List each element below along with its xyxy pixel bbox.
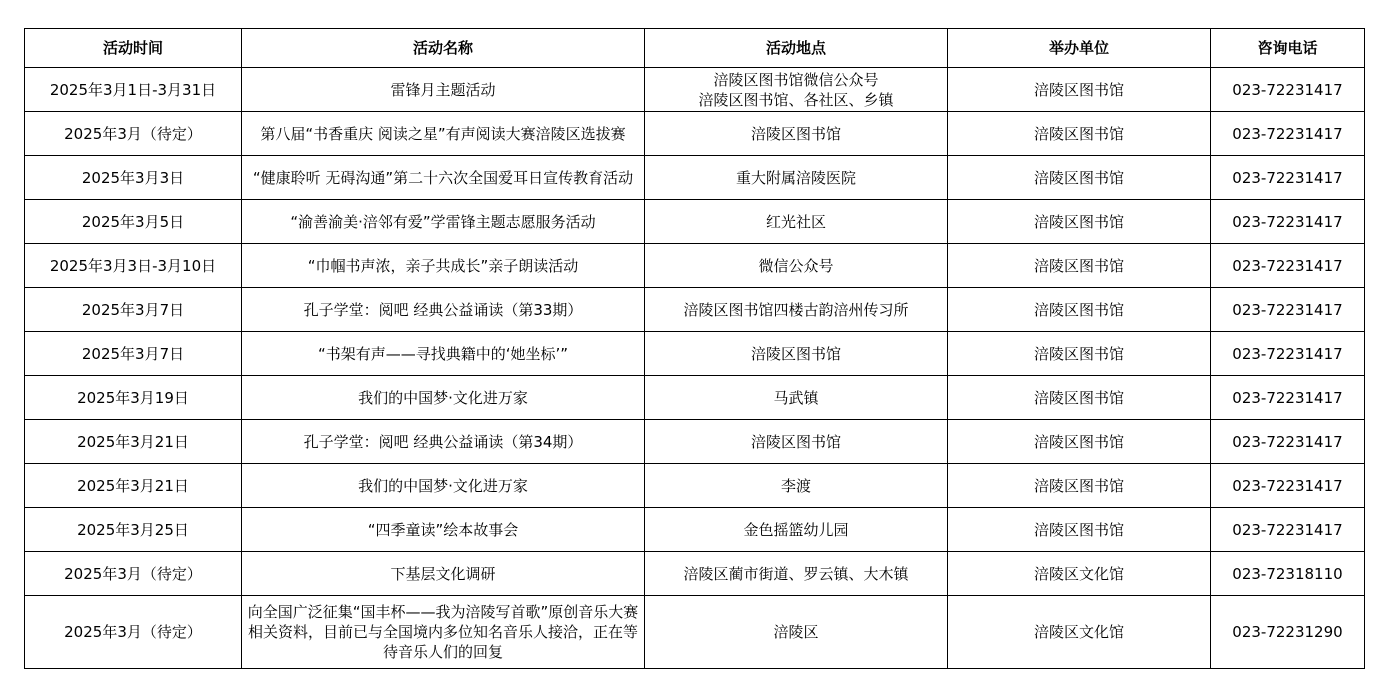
cell-organizer: 涪陵区图书馆 [948, 332, 1211, 376]
cell-location: 红光社区 [645, 200, 948, 244]
table-row [25, 244, 1365, 288]
activity-table [24, 28, 1365, 669]
cell-name: 我们的中国梦·文化进万家 [242, 376, 645, 420]
cell-organizer: 涪陵区图书馆 [948, 288, 1211, 332]
cell-location: 涪陵区 [645, 596, 948, 669]
cell-location [645, 68, 948, 112]
cell-phone: 023-72231417 [1211, 68, 1365, 112]
cell-name: “书架有声——寻找典籍中的‘她坐标’” [242, 332, 645, 376]
cell-time: 2025年3月21日 [25, 464, 242, 508]
cell-location: 涪陵区图书馆四楼古韵涪州传习所 [645, 288, 948, 332]
cell-time: 2025年3月（待定） [25, 596, 242, 669]
activity-table-container [24, 28, 1365, 669]
cell-phone: 023-72231417 [1211, 200, 1365, 244]
header-location: 活动地点 [645, 29, 948, 68]
cell-name: “健康聆听 无碍沟通”第二十六次全国爱耳日宣传教育活动 [242, 156, 645, 200]
cell-time: 2025年3月7日 [25, 332, 242, 376]
cell-organizer: 涪陵区图书馆 [948, 156, 1211, 200]
cell-location-line: 涪陵区图书馆、各社区、乡镇 [698, 90, 894, 109]
cell-phone: 023-72231417 [1211, 332, 1365, 376]
table-row [25, 288, 1365, 332]
cell-name: 下基层文化调研 [242, 552, 645, 596]
cell-time: 2025年3月25日 [25, 508, 242, 552]
cell-organizer: 涪陵区文化馆 [948, 596, 1211, 669]
cell-phone: 023-72231417 [1211, 156, 1365, 200]
cell-phone: 023-72231417 [1211, 464, 1365, 508]
cell-location: 涪陵区图书馆 [645, 332, 948, 376]
table-row [25, 200, 1365, 244]
cell-organizer: 涪陵区图书馆 [948, 244, 1211, 288]
cell-location: 马武镇 [645, 376, 948, 420]
cell-location: 涪陵区蔺市街道、罗云镇、大木镇 [645, 552, 948, 596]
cell-organizer: 涪陵区图书馆 [948, 200, 1211, 244]
table-row [25, 112, 1365, 156]
cell-location: 李渡 [645, 464, 948, 508]
cell-phone: 023-72318110 [1211, 552, 1365, 596]
cell-organizer: 涪陵区图书馆 [948, 112, 1211, 156]
cell-time: 2025年3月21日 [25, 420, 242, 464]
cell-name: 孔子学堂：阅吧 经典公益诵读（第34期） [242, 420, 645, 464]
cell-time: 2025年3月7日 [25, 288, 242, 332]
cell-name: 第八届“书香重庆 阅读之星”有声阅读大赛涪陵区选拔赛 [242, 112, 645, 156]
cell-location: 重大附属涪陵医院 [645, 156, 948, 200]
header-phone: 咨询电话 [1211, 29, 1365, 68]
cell-location: 金色摇篮幼儿园 [645, 508, 948, 552]
header-organizer: 举办单位 [948, 29, 1211, 68]
cell-location: 涪陵区图书馆 [645, 112, 948, 156]
cell-name: 孔子学堂：阅吧 经典公益诵读（第33期） [242, 288, 645, 332]
cell-time: 2025年3月3日-3月10日 [25, 244, 242, 288]
cell-name: 向全国广泛征集“国丰杯——我为涪陵写首歌”原创音乐大赛相关资料，目前已与全国境内多位知名音乐人接洽，正在等待音乐人们的回复 [242, 596, 645, 669]
table-row [25, 68, 1365, 112]
cell-time: 2025年3月（待定） [25, 112, 242, 156]
cell-name: “四季童读”绘本故事会 [242, 508, 645, 552]
cell-time: 2025年3月1日-3月31日 [25, 68, 242, 112]
table-row [25, 420, 1365, 464]
cell-location-line: 涪陵区图书馆微信公众号 [713, 70, 879, 89]
table-row [25, 156, 1365, 200]
cell-name: “渝善渝美·涪邻有爱”学雷锋主题志愿服务活动 [242, 200, 645, 244]
cell-phone: 023-72231417 [1211, 112, 1365, 156]
cell-organizer: 涪陵区图书馆 [948, 376, 1211, 420]
cell-organizer: 涪陵区图书馆 [948, 464, 1211, 508]
table-row [25, 376, 1365, 420]
table-row [25, 332, 1365, 376]
header-name: 活动名称 [242, 29, 645, 68]
cell-organizer: 涪陵区图书馆 [948, 68, 1211, 112]
cell-organizer: 涪陵区文化馆 [948, 552, 1211, 596]
cell-name: 雷锋月主题活动 [242, 68, 645, 112]
cell-phone: 023-72231417 [1211, 376, 1365, 420]
cell-phone: 023-72231417 [1211, 508, 1365, 552]
cell-time: 2025年3月5日 [25, 200, 242, 244]
cell-phone: 023-72231290 [1211, 596, 1365, 669]
cell-time: 2025年3月3日 [25, 156, 242, 200]
cell-phone: 023-72231417 [1211, 288, 1365, 332]
cell-location: 微信公众号 [645, 244, 948, 288]
cell-location: 涪陵区图书馆 [645, 420, 948, 464]
cell-organizer: 涪陵区图书馆 [948, 508, 1211, 552]
table-row [25, 508, 1365, 552]
cell-time: 2025年3月19日 [25, 376, 242, 420]
cell-time: 2025年3月（待定） [25, 552, 242, 596]
cell-name: 我们的中国梦·文化进万家 [242, 464, 645, 508]
cell-name: “巾帼书声浓，亲子共成长”亲子朗读活动 [242, 244, 645, 288]
header-time: 活动时间 [25, 29, 242, 68]
table-row [25, 596, 1365, 669]
table-row [25, 464, 1365, 508]
header-row [25, 29, 1365, 68]
table-row [25, 552, 1365, 596]
cell-phone: 023-72231417 [1211, 420, 1365, 464]
cell-phone: 023-72231417 [1211, 244, 1365, 288]
cell-organizer: 涪陵区图书馆 [948, 420, 1211, 464]
